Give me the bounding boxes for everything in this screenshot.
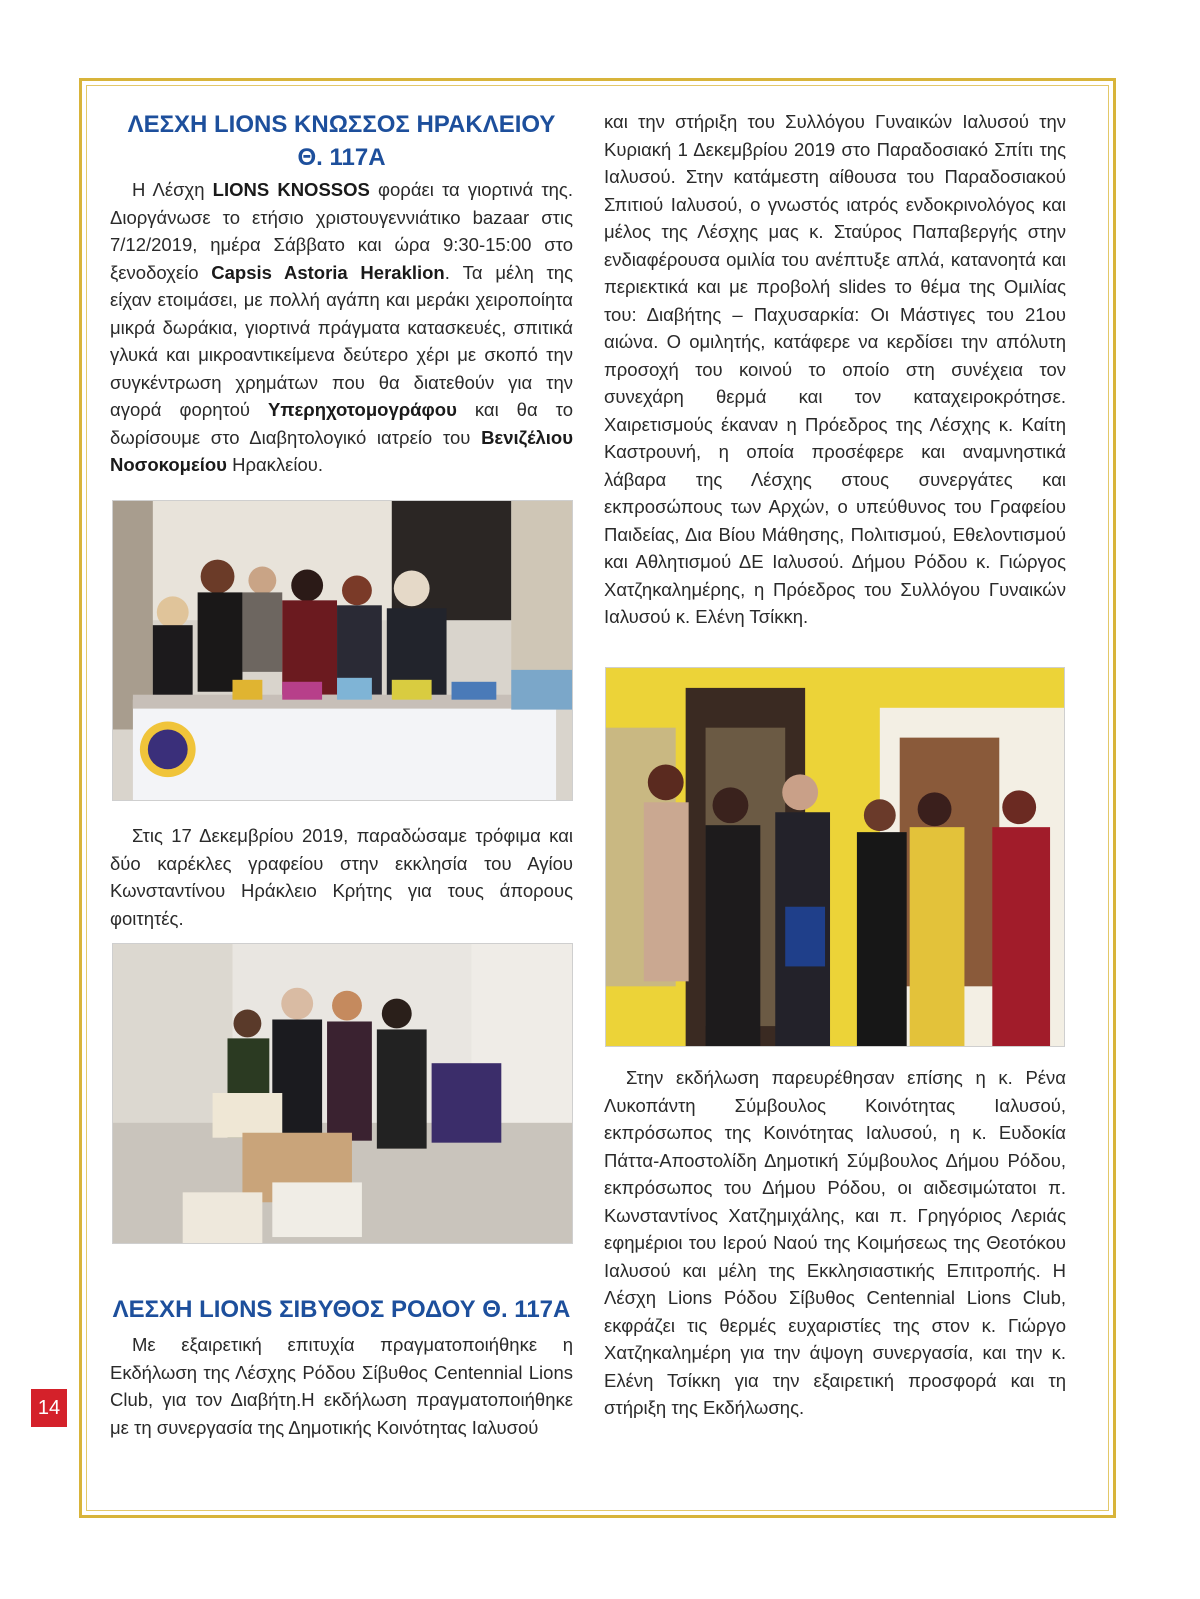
article1-header <box>110 108 573 174</box>
donation-photo <box>112 943 573 1244</box>
article2-header <box>110 1293 573 1326</box>
article2-body <box>110 1331 573 1441</box>
article2-title: ΛΕΣΧΗ LIONS ΣΙΒΥΘΟΣ ΡΟΔΟΥ Θ. 117Α <box>112 1296 571 1323</box>
article2-paragraph1-continued: και την στήριξη του Συλλόγου Γυναικών Ιαλυσού την Κυριακή 1 Δεκεμβρίου 2019 στο Παραδοσιακό Σπίτι της Ιαλυσού. Στην κατάμεστη αίθουσα του Παραδοσιακού Σπιτιού Ιαλυσού, ο γνωστός ιατρός ενδοκρινολόγος και μέλος της Λέσχης μας κ. Σταύρος Παπαβεργής στην ενδιαφέρουσα ομιλία του ανέπτυξε απλά, κατανοητά και περιεκτικά και με προβολή slides το θέμα της Ομιλίας του: Διαβήτης – Παχυσαρκία: Οι Μάστιγες του 21ου αιώνα. Ο ομιλητής, κατάφερε να κερδίσει την απόλυτη προσοχή του κοινού το οποίο στη συνέχεια τον συνεχάρη θερμά και τον καταχειροκρότησε. Χαιρετισμούς έκαναν η Πρόεδρος της Λέσχης κ. Καίτη Καστρουνή, η οποία προσέφερε και αναμνηστικά λάβαρα της Λέσχης στους συνεργάτες και εκπροσώπους των Αρχών, ο υπεύθυνος του Γραφείου Παιδείας, Δια Βίου Μάθησης, Πολιτισμού, Εθελοντισμού και Αθλητισμού ΔΕ Ιαλυσού. Δήμου Ρόδου κ. Γιώργος Χατζηκαλημέρης, η Πρόεδρος του Συλλόγου Γυναικών Ιαλυσού κ. Ελένη Τσίκκη. <box>604 111 1066 627</box>
article2-body-continued <box>604 108 1066 631</box>
article1-paragraph2: Στις 17 Δεκεμβρίου 2019, παραδώσαμε τρόφιμα και δύο καρέκλες γραφείου στην εκκλησία του Αγίου Κωνσταντίνου Ηράκλειο Κρήτης για τους άπορους φοιτητές. <box>110 825 573 929</box>
article1-body <box>110 176 573 479</box>
article1-title-line2: Θ. 117Α <box>297 144 386 171</box>
article1-body-2 <box>110 822 573 932</box>
article2-paragraph2: Στην εκδήλωση παρευρέθησαν επίσης η κ. Ρένα Λυκοπάντη Σύμβουλος Κοινότητας Ιαλυσού, εκπρόσωπος της Κοινότητας Ιαλυσού, η κ. Ευδοκία Πάττα-Αποστολίδη Δημοτική Σύμβουλος Δήμου Ρόδου, εκπρόσωπος του Δήμου Ρόδου, οι αιδεσιμώτατοι π. Κωνσταντίνος Χατζημιχάλης, και π. Γρηγόριος Λεριάς εφημέριοι του Ιερού Ναού της Κοιμήσεως της Θεοτόκου Ιαλυσού και μέλη της Εκκλησιαστικής Επιτροπής. Η Λέσχη Lions Ρόδου Σίβυθος Centennial Lions Club, εκφράζει τις θερμές ευχαριστίες της στον κ. Γιώργο Χατζηκαλημέρη για την άψογη συνεργασία, και την κ. Ελένη Τσίκκη για την εξαιρετική προσφορά και τη στήριξη της Εκδήλωσης. <box>604 1067 1066 1418</box>
article2-paragraph1: Με εξαιρετική επιτυχία πραγματοποιήθηκε η Εκδήλωση της Λέσχης Ρόδου Σίβυθος Centennial Lions Club, για τον Διαβήτη.Η εκδήλωση πραγματοποιήθηκε με τη συνεργασία της Δημοτικής Κοινότητας Ιαλυσού <box>110 1334 573 1438</box>
article1-paragraph1: Η Λέσχη LIONS KNOSSOS φοράει τα γιορτινά της. Διοργάνωσε το ετήσιο χριστουγεννιάτικο bazaar στις 7/12/2019, ημέρα Σάββατο και ώρα 9:30-15:00 στο ξενοδοχείο Capsis Astoria Heraklion. Τα μέλη της είχαν ετοιμάσει, με πολλή αγάπη και μεράκι χειροποίητα μικρά δωράκια, γιορτινά πράγματα κατασκευές, σπιτικά γλυκά και μικροαντικείμενα δεύτερο χέρι με σκοπό την συγκέντρωση χρημάτων που θα διατεθούν για την αγορά φορητού Υπερηχοτομογράφου και θα το δωρίσουμε στο Διαβητολογικό ιατρείο του Βενιζέλιου Νοσοκομείου Ηρακλείου. <box>110 179 574 475</box>
bazaar-photo <box>112 500 573 801</box>
page-number: 14 <box>31 1389 67 1427</box>
article2-body-2 <box>604 1064 1066 1422</box>
article1-title-line1: ΛΕΣΧΗ LIONS ΚΝΩΣΣΟΣ ΗΡΑΚΛΕΙΟΥ <box>127 111 556 138</box>
group-photo <box>605 667 1065 1047</box>
